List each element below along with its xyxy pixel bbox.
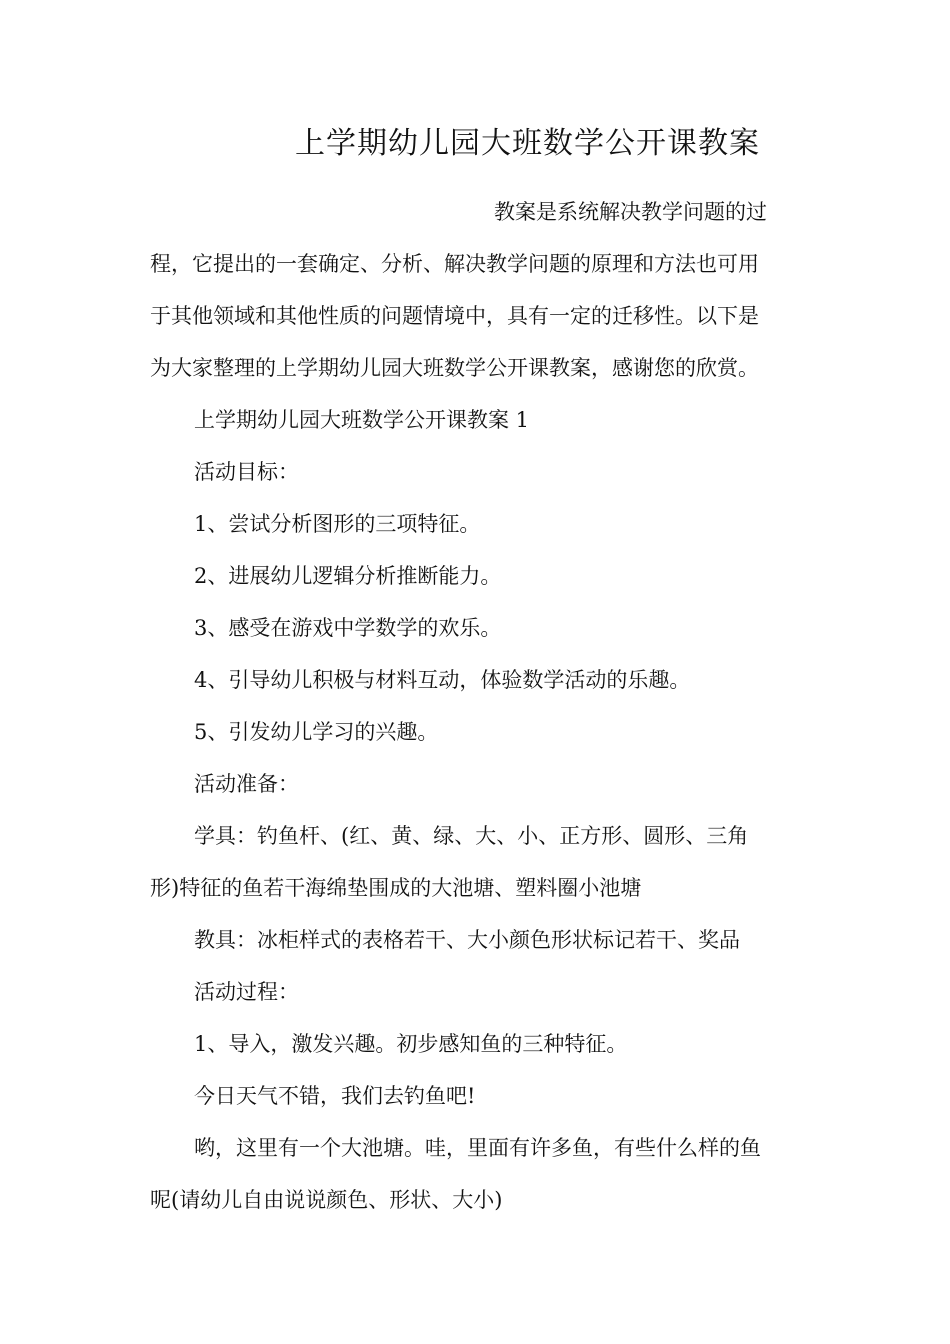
activity-process-heading: 活动过程： xyxy=(194,980,299,1004)
paragraph-intro-line-4: 为大家整理的上学期幼儿园大班数学公开课教案，感谢您的欣赏。 xyxy=(150,356,759,380)
process-text-2-line-1: 哟，这里有一个大池塘。哇，里面有许多鱼，有些什么样的鱼 xyxy=(194,1136,761,1160)
process-text-1: 今日天气不错，我们去钓鱼吧! xyxy=(194,1084,476,1108)
section-heading: 上学期幼儿园大班数学公开课教案 1 xyxy=(194,408,530,432)
goal-item-3: 3、感受在游戏中学数学的欢乐。 xyxy=(194,616,502,640)
process-text-2-line-2: 呢(请幼儿自由说说颜色、形状、大小) xyxy=(150,1188,503,1212)
learning-tools-line-2: 形)特征的鱼若干海绵垫围成的大池塘、塑料圈小池塘 xyxy=(150,876,642,900)
paragraph-intro-line-1: 教案是系统解决教学问题的过 xyxy=(494,200,767,224)
process-step-1: 1、导入，激发兴趣。初步感知鱼的三种特征。 xyxy=(194,1032,628,1056)
goal-item-5: 5、引发幼儿学习的兴趣。 xyxy=(194,720,439,744)
teaching-tools: 教具：冰柜样式的表格若干、大小颜色形状标记若干、奖品 xyxy=(194,928,740,952)
paragraph-intro-line-2: 程，它提出的一套确定、分析、解决教学问题的原理和方法也可用 xyxy=(150,252,759,276)
activity-goals-heading: 活动目标： xyxy=(194,460,299,484)
paragraph-intro-line-3: 于其他领域和其他性质的问题情境中，具有一定的迁移性。以下是 xyxy=(150,304,759,328)
document-title: 上学期幼儿园大班数学公开课教案 xyxy=(295,126,760,161)
goal-item-2: 2、进展幼儿逻辑分析推断能力。 xyxy=(194,564,502,588)
document-body xyxy=(150,186,800,1226)
goal-item-4: 4、引导幼儿积极与材料互动，体验数学活动的乐趣。 xyxy=(194,668,691,692)
learning-tools-line-1: 学具：钓鱼杆、(红、黄、绿、大、小、正方形、圆形、三角 xyxy=(194,824,749,848)
activity-preparation-heading: 活动准备： xyxy=(194,772,299,796)
goal-item-1: 1、尝试分析图形的三项特征。 xyxy=(194,512,481,536)
